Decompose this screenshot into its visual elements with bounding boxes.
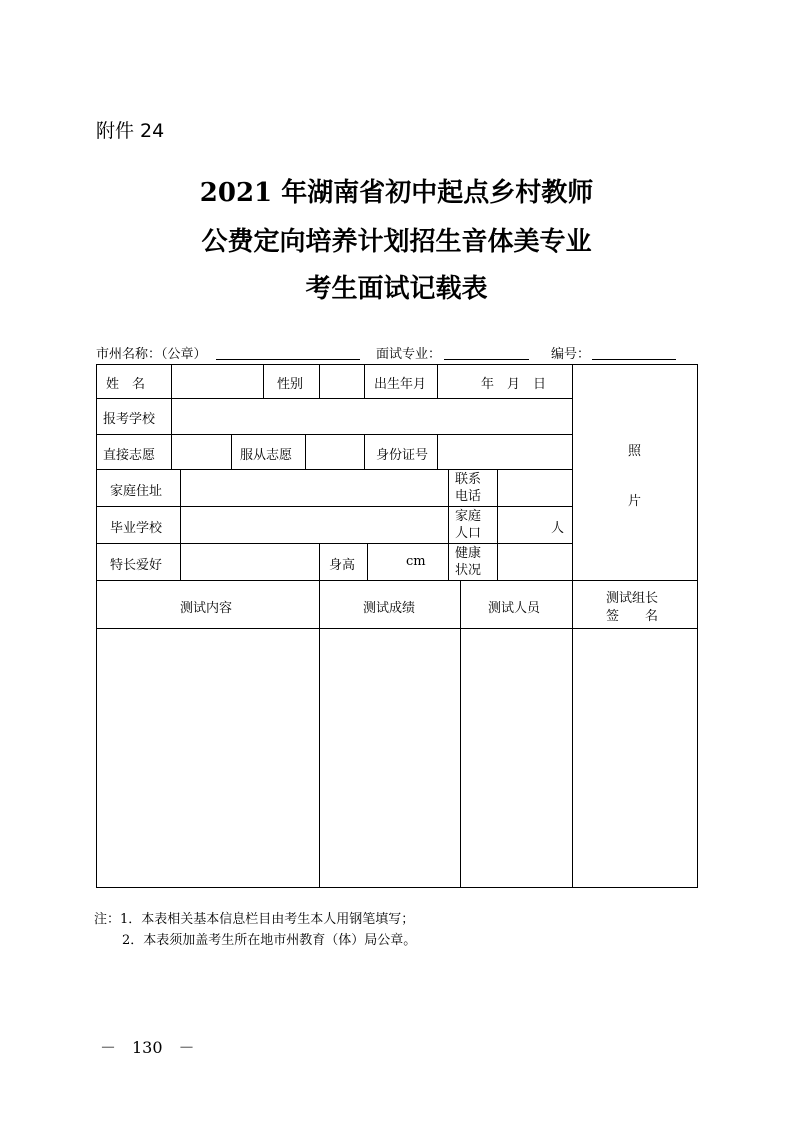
- row-divider: [96, 469, 572, 470]
- col-divider: [171, 398, 172, 434]
- family-size-label-line-1: 家庭: [455, 509, 482, 524]
- birth-date-value: 年 月 日: [481, 377, 547, 392]
- col-divider: [364, 364, 365, 398]
- interview-major-field[interactable]: [444, 359, 529, 360]
- gender-label: 性别: [277, 377, 304, 392]
- health-status-label-line-1: 健康: [455, 546, 482, 561]
- home-address-label: 家庭住址: [110, 484, 163, 499]
- leader-signature-header-line-1: 测试组长: [606, 591, 659, 606]
- col-divider: [448, 469, 449, 580]
- col-divider: [572, 580, 573, 888]
- photo-column-divider: [572, 364, 573, 580]
- col-divider: [367, 543, 368, 580]
- city-name-label: 市州名称：（公章）: [96, 347, 207, 362]
- graduate-school-label: 毕业学校: [110, 521, 163, 536]
- row-divider: [96, 434, 572, 435]
- photo-label-top: 照: [628, 444, 642, 459]
- health-status-label-line-2: 状况: [455, 563, 482, 578]
- col-divider: [497, 469, 498, 580]
- document-title-line-3: 考生面试记载表: [305, 274, 488, 304]
- interview-record-table: [96, 364, 698, 888]
- col-divider: [171, 434, 172, 469]
- note-line-2: 2．本表须加盖考生所在地市州教育（体）局公章。: [122, 933, 417, 948]
- col-divider: [319, 364, 320, 398]
- note-line-1: 注：1．本表相关基本信息栏目由考生本人用钢笔填写；: [94, 912, 415, 927]
- family-size-label-line-2: 人口: [455, 526, 482, 541]
- tester-header: 测试人员: [488, 601, 541, 616]
- health-status-label: [455, 545, 495, 579]
- name-label: 姓 名: [106, 377, 146, 392]
- family-size-label: [455, 508, 495, 542]
- row-divider: [96, 398, 572, 399]
- row-divider: [96, 543, 572, 544]
- city-name-field[interactable]: [216, 359, 360, 360]
- col-divider: [319, 543, 320, 580]
- col-divider: [305, 434, 306, 469]
- col-divider: [460, 580, 461, 888]
- serial-number-label: 编号：: [551, 347, 591, 362]
- height-unit: cm: [406, 554, 426, 569]
- test-score-header: 测试成绩: [363, 601, 416, 616]
- id-number-label: 身份证号: [376, 448, 429, 463]
- col-divider: [437, 434, 438, 469]
- row-divider: [96, 580, 698, 581]
- height-label: 身高: [329, 558, 356, 573]
- interview-major-label: 面试专业：: [376, 347, 442, 362]
- document-title-line-2: 公费定向培养计划招生音体美专业: [201, 227, 592, 257]
- attachment-label: 附件 24: [96, 120, 165, 142]
- col-divider: [437, 364, 438, 398]
- test-content-header: 测试内容: [180, 601, 233, 616]
- serial-number-field[interactable]: [592, 359, 676, 360]
- hobby-label: 特长爱好: [110, 558, 163, 573]
- obey-wish-label: 服从志愿: [240, 448, 293, 463]
- contact-phone-label-line-2: 电话: [455, 489, 482, 504]
- family-size-unit: 人: [551, 521, 565, 536]
- col-divider: [364, 434, 365, 469]
- document-title-line-1: 2021 年湖南省初中起点乡村教师: [199, 178, 594, 208]
- row-divider: [96, 628, 698, 629]
- row-divider: [96, 506, 572, 507]
- col-divider: [231, 434, 232, 469]
- photo-label-bottom: 片: [628, 494, 642, 509]
- contact-phone-label-line-1: 联系: [455, 472, 482, 487]
- col-divider: [180, 469, 181, 580]
- apply-school-label: 报考学校: [103, 412, 156, 427]
- col-divider: [319, 580, 320, 888]
- birth-date-label: 出生年月: [374, 377, 427, 392]
- contact-phone-label: [455, 471, 495, 505]
- col-divider: [263, 364, 264, 398]
- direct-wish-label: 直接志愿: [103, 448, 156, 463]
- page-number: － 130 －: [100, 1038, 195, 1057]
- col-divider: [171, 364, 172, 398]
- leader-signature-header-line-2: 签 名: [606, 609, 659, 624]
